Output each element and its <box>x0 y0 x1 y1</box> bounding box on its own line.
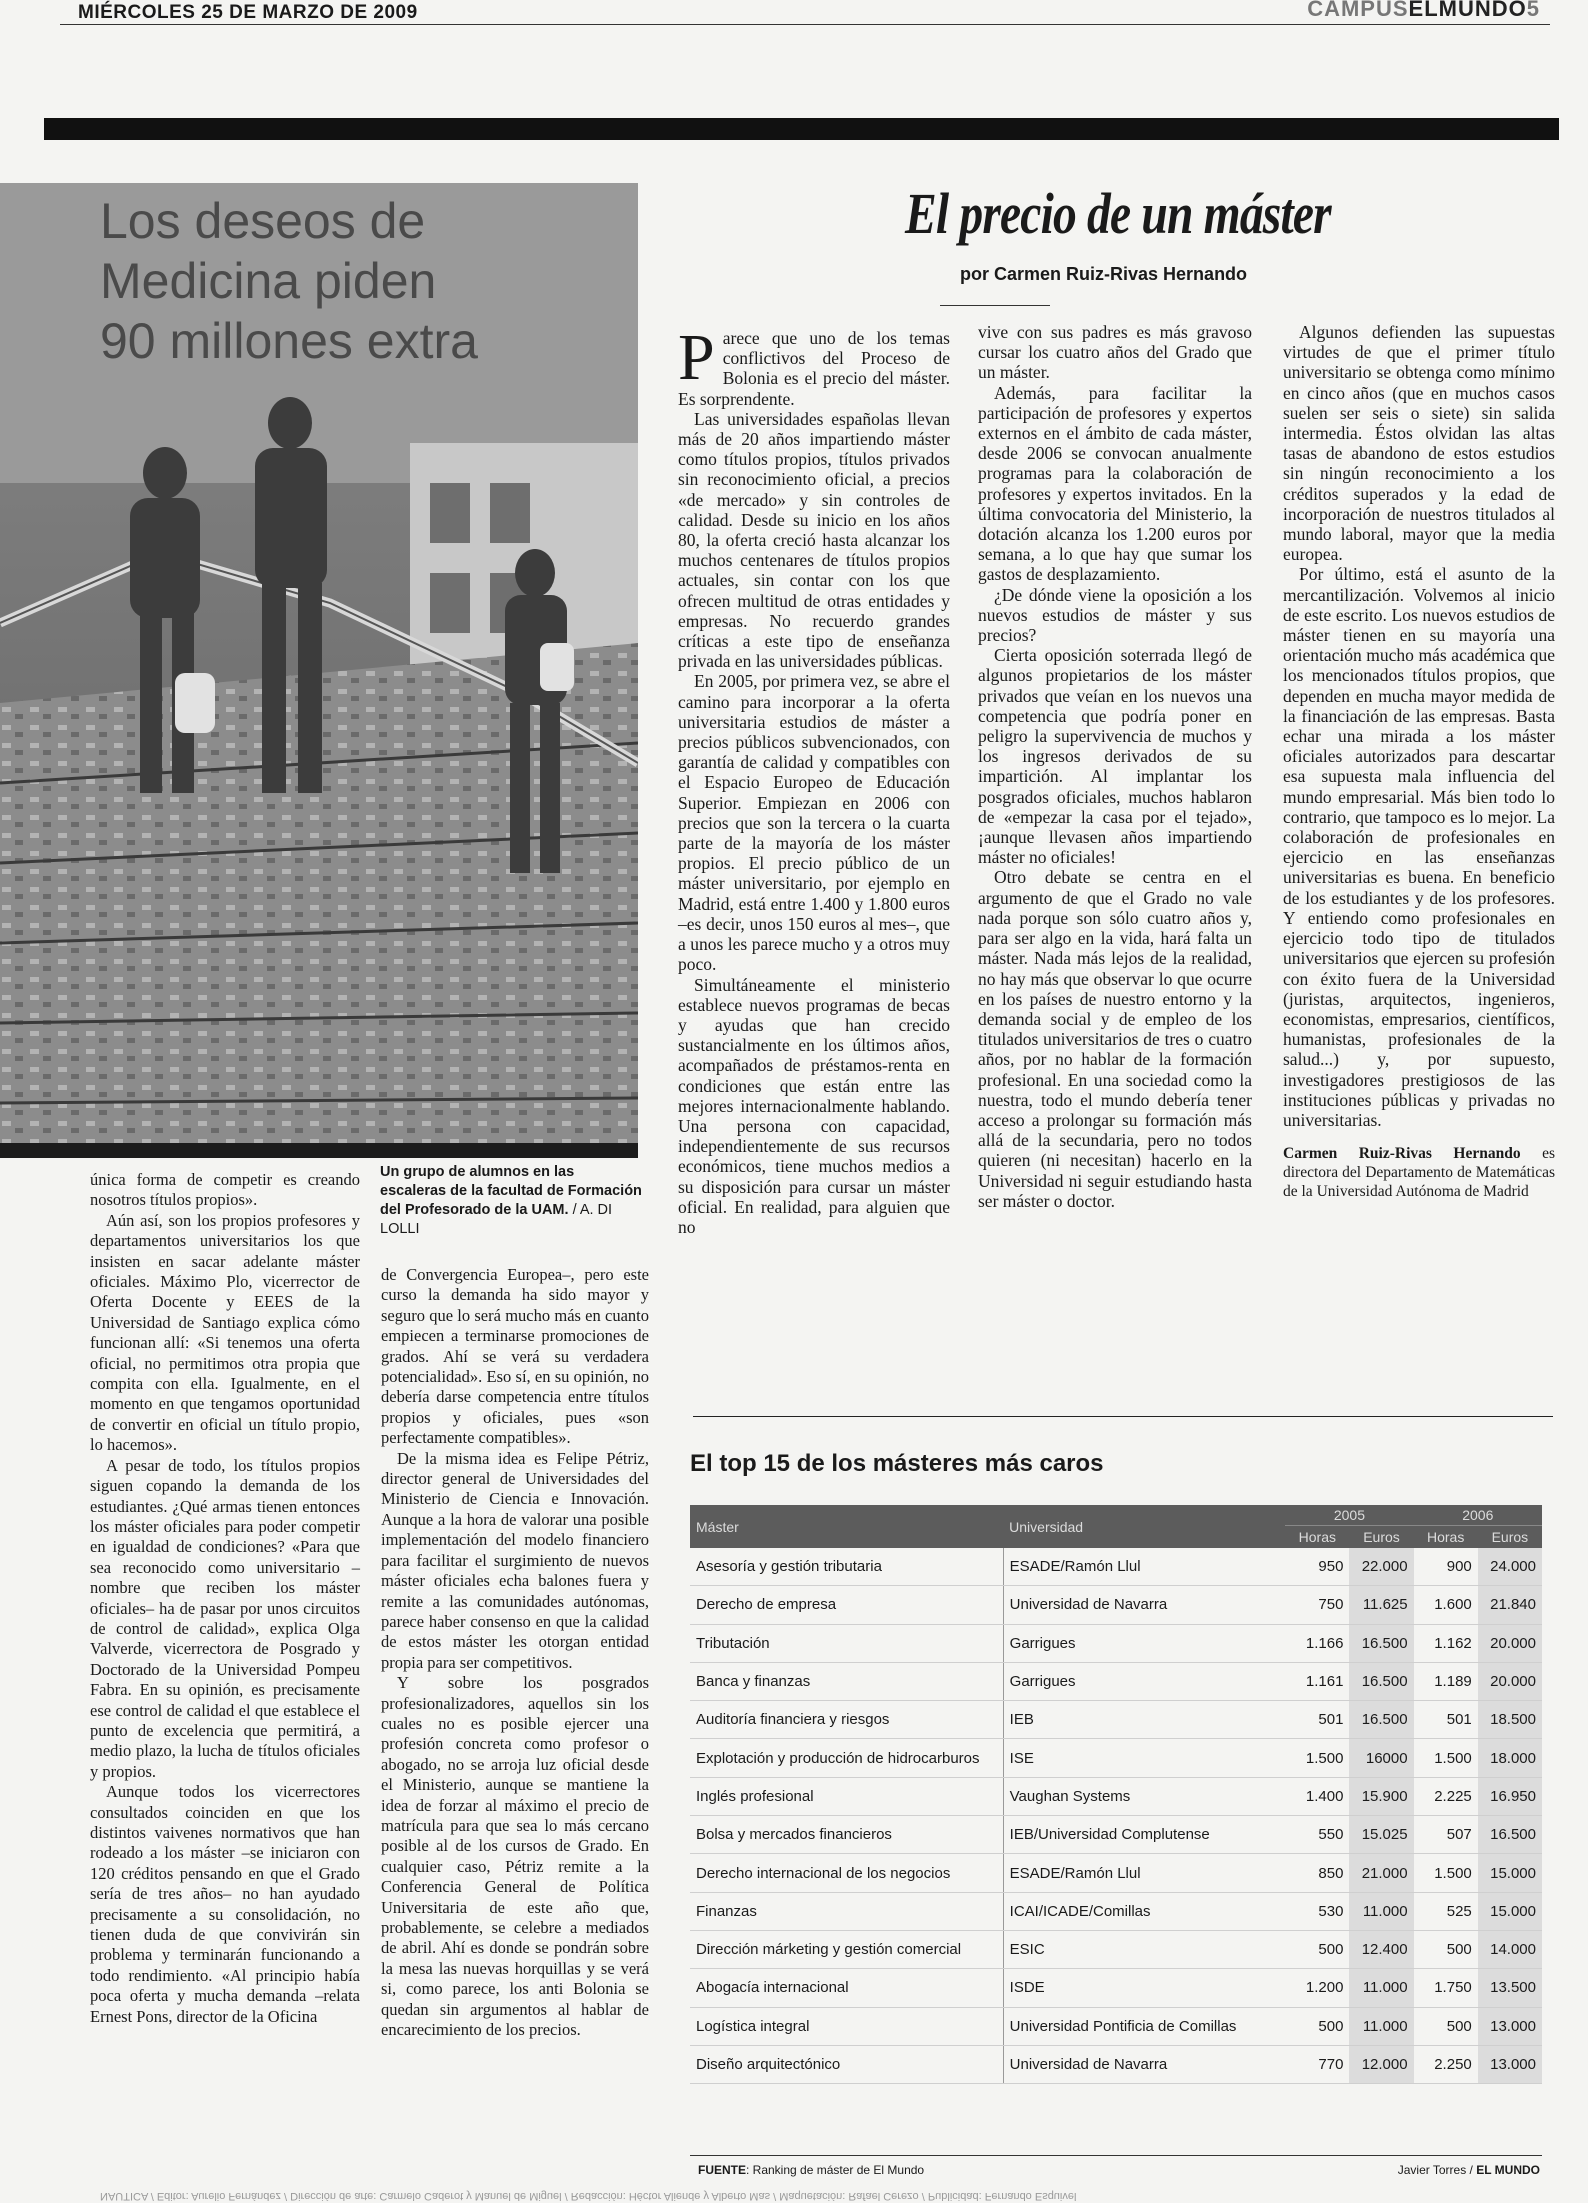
article-column-1 <box>678 321 950 1237</box>
table-row <box>690 2007 1542 2045</box>
cell-euros-2006: 20.000 <box>1478 1662 1542 1700</box>
footer-credits: NAUTICA / Editor: Aurelio Fernández / Dirección de arte: Carmelo Caderot y Manuel de Miguel / Redacción: Héctor Aliende y Alberto Mas / Maquetación: Rafael Cerezo / Publicidad: Fernando Esquivel <box>100 2190 1077 2202</box>
issue-date: MIÉRCOLES 25 DE MARZO DE 2009 <box>78 2 418 23</box>
cell-euros-2005: 11.000 <box>1349 1969 1413 2007</box>
photo-caption <box>380 1163 642 1239</box>
cell-hours-2006: 900 <box>1414 1548 1478 1586</box>
cell-hours-2006: 1.162 <box>1414 1624 1478 1662</box>
cell-hours-2006: 1.500 <box>1414 1854 1478 1892</box>
table-source <box>698 2163 924 2177</box>
side-paragraph: única forma de competir es creando nosotros títulos propios». <box>90 1170 360 1210</box>
cell-hours-2005: 770 <box>1285 2045 1349 2083</box>
cell-euros-2005: 16000 <box>1349 1739 1413 1777</box>
side-paragraph: Aún así, son los propios profesores y departamentos universitarios los que insisten en sacar adelante máster oficiales. Máximo Plo, vicerrector de Oferta Docente y EEES de la Universidad de Santiago explica cómo funcionan allí: «Si tenemos una oferta oficial, no permitimos otra propia que compita con ella. Igualmente, en el momento en que tengamos oportunidad de convertir en oficial un título propio, lo hacemos». <box>90 1210 360 1455</box>
author-note <box>1283 1144 1555 1201</box>
first-paragraph-text: arece que uno de los temas conflictivos del Proceso de Bolonia es el precio del máster. Es sorprendente. <box>678 328 950 409</box>
side-paragraph: A pesar de todo, los títulos propios siguen copando la demanda de los estudiantes. ¿Qué armas tienen entonces los máster oficiales para poder competir en igualdad de condiciones? «Para que sea reconocido como universitario –nombre que reciben los máster oficiales– ha de pasar por unos circuitos de control de calidad», explica Olga Valverde, vicerrectora de Posgrado y Doctorado de la Universidad Pompeu Fabra. En su opinión, es precisamente ese control de calidad el que establece el punto de excelencia que permitirá, a medio plazo, la lucha de títulos oficiales y propios. <box>90 1455 360 1781</box>
cell-euros-2006: 15.000 <box>1478 1854 1542 1892</box>
header-year-2005: 2005 <box>1285 1505 1413 1526</box>
cell-master: Asesoría y gestión tributaria <box>690 1548 1003 1586</box>
table-row <box>690 1930 1542 1968</box>
table-row <box>690 1586 1542 1624</box>
cell-hours-2006: 1.189 <box>1414 1662 1478 1700</box>
cell-hours-2005: 1.166 <box>1285 1624 1349 1662</box>
article-paragraph: vive con sus padres es más gravoso cursar los cuatro años del Grado que un máster. <box>978 322 1252 383</box>
cell-euros-2005: 16.500 <box>1349 1701 1413 1739</box>
credit-name: Javier Torres / <box>1397 2163 1477 2177</box>
cell-hours-2006: 2.225 <box>1414 1777 1478 1815</box>
cell-euros-2005: 12.000 <box>1349 2045 1413 2083</box>
cell-euros-2006: 24.000 <box>1478 1548 1542 1586</box>
cell-hours-2005: 1.161 <box>1285 1662 1349 1700</box>
article-paragraph: Simultáneamente el ministerio establece nuevos programas de becas y ayudas que han crecido sustancialmente en los últimos años, acompañados de préstamos-renta en condiciones que están entre las mejores internacionalmente hablando. Una persona con capacidad, independientemente de sus recursos económicos, tiene muchos medios a su disposición para cursar un máster oficial. En realidad, para alguien que no <box>678 974 950 1237</box>
cell-hours-2005: 950 <box>1285 1548 1349 1586</box>
photo-credit: / A. DI LOLLI <box>380 1202 613 1237</box>
article-paragraph: Cierta oposición soterrada llegó de algunos propietarios de los máster privados que veían en los nuevos una competencia que podría poner en peligro la supervivencia de muchos y los ingresos derivados de su impartición. Al implantar los posgrados oficiales, muchos hablaron de «empezar la casa por el tejado», ¡aunque llevasen años impartiendo máster no oficiales! <box>978 645 1252 868</box>
cell-euros-2005: 12.400 <box>1349 1930 1413 1968</box>
cell-euros-2005: 21.000 <box>1349 1854 1413 1892</box>
side-story-column-2 <box>381 1265 649 2040</box>
cell-hours-2006: 1.600 <box>1414 1586 1478 1624</box>
author-note-text: es directora del Departamento de Matemáticas de la Universidad Autónoma de Madrid <box>1283 1145 1555 1201</box>
table-row <box>690 1624 1542 1662</box>
cell-euros-2005: 15.900 <box>1349 1777 1413 1815</box>
article-paragraph: Por último, está el asunto de la mercantilización. Volvemos al inicio de este escrito. Los nuevos estudios de máster tienen en su mayoría una orientación mucho más académica que los mencionados títulos propios, que dependen en mucha mayor medida de la financiación de las empresas. Basta echar una mirada a los máster oficiales autorizados para descartar esa supuesta mala influencia del mundo empresarial. Más bien todo lo contrario, que tampoco es lo mejor. La colaboración de profesionales en ejercicio en las enseñanzas universitarias es buena. En beneficio de los estudiantes y de los profesores. Y entiendo como profesionales en ejercicio todo tipo de titulados universitarios que ejercen su profesión con éxito fuera de la Universidad (juristas, arquitectos, ingenieros, economistas, empresarios, científicos, humanistas, profesionales de la salud...) y, por supuesto, investigadores prestigiosos de las instituciones públicas y privadas no universitarias. <box>1283 564 1555 1130</box>
header-year-2006: 2006 <box>1414 1505 1542 1526</box>
cell-hours-2006: 507 <box>1414 1816 1478 1854</box>
author-note-name: Carmen Ruiz-Rivas Hernando <box>1283 1145 1521 1163</box>
table-body <box>690 1548 1542 2084</box>
table-row <box>690 1701 1542 1739</box>
side-story-column-1 <box>90 1170 360 2027</box>
cell-hours-2006: 2.250 <box>1414 2045 1478 2083</box>
header-bar <box>44 118 1559 140</box>
cell-euros-2006: 20.000 <box>1478 1624 1542 1662</box>
cell-euros-2006: 13.000 <box>1478 2045 1542 2083</box>
cell-university: ESADE/Ramón Llul <box>1003 1548 1285 1586</box>
cell-hours-2005: 1.500 <box>1285 1739 1349 1777</box>
cell-master: Bolsa y mercados financieros <box>690 1816 1003 1854</box>
cell-euros-2006: 21.840 <box>1478 1586 1542 1624</box>
table-row <box>690 1892 1542 1930</box>
cell-university: IEB/Universidad Complutense <box>1003 1816 1285 1854</box>
article-headline: El precio de un máster <box>905 181 1331 246</box>
cell-hours-2005: 500 <box>1285 2007 1349 2045</box>
header-euros: Euros <box>1478 1526 1542 1549</box>
cell-euros-2005: 11.000 <box>1349 2007 1413 2045</box>
caption-text: Un grupo de alumnos en las escaleras de la facultad de Formación del Profesorado de la UAM. <box>380 1164 642 1218</box>
byline-rule <box>940 305 1050 306</box>
section-masthead <box>1307 0 1540 22</box>
cell-university: Universidad Pontificia de Comillas <box>1003 2007 1285 2045</box>
cell-hours-2005: 550 <box>1285 1816 1349 1854</box>
cell-university: Universidad de Navarra <box>1003 2045 1285 2083</box>
cell-master: Inglés profesional <box>690 1777 1003 1815</box>
cell-university: Garrigues <box>1003 1624 1285 1662</box>
cell-euros-2005: 16.500 <box>1349 1662 1413 1700</box>
cell-hours-2005: 1.200 <box>1285 1969 1349 2007</box>
poster-line-3: 90 millones extra <box>100 313 478 369</box>
cell-hours-2005: 850 <box>1285 1854 1349 1892</box>
cell-hours-2006: 500 <box>1414 1930 1478 1968</box>
table-row <box>690 1816 1542 1854</box>
side-paragraph: de Convergencia Europea–, pero este curso la demanda ha sido mayor y seguro que lo será mucho más en cuanto empiecen a terminarse promociones de grados. Ahí se verá su verdadera potencialidad». Eso sí, en su opinión, no debería darse competencia entre títulos propios y oficiales, pues «son perfectamente compatibles». <box>381 1265 649 1448</box>
header-rule <box>60 24 1550 25</box>
cell-euros-2006: 16.500 <box>1478 1816 1542 1854</box>
cell-master: Explotación y producción de hidrocarburos <box>690 1739 1003 1777</box>
students-photo <box>0 183 638 1158</box>
table-row <box>690 1854 1542 1892</box>
article-paragraph <box>678 321 950 409</box>
poster-line-1: Los deseos de <box>100 193 426 249</box>
cell-hours-2006: 525 <box>1414 1892 1478 1930</box>
header-hours: Horas <box>1414 1526 1478 1549</box>
cell-hours-2005: 501 <box>1285 1701 1349 1739</box>
cell-euros-2006: 18.500 <box>1478 1701 1542 1739</box>
table-bottom-rule <box>690 2155 1542 2156</box>
cell-university: ESIC <box>1003 1930 1285 1968</box>
cell-hours-2006: 1.750 <box>1414 1969 1478 2007</box>
cell-master: Finanzas <box>690 1892 1003 1930</box>
cell-master: Banca y finanzas <box>690 1662 1003 1700</box>
cell-euros-2006: 18.000 <box>1478 1739 1542 1777</box>
table-row <box>690 1548 1542 1586</box>
cell-hours-2005: 500 <box>1285 1930 1349 1968</box>
cell-euros-2005: 15.025 <box>1349 1816 1413 1854</box>
article-paragraph: Además, para facilitar la participación de profesores y expertos externos en el ámbito de cada máster, desde 2006 se convocan anualmente programas para la colaboración de profesores y expertos invitados. En la última convocatoria del Ministerio, la dotación alcanza los 1.200 euros por semana, a lo que hay que sumar los gastos de desplazamiento. <box>978 382 1252 585</box>
cell-university: ISE <box>1003 1739 1285 1777</box>
section-light: CAMPUS <box>1307 0 1409 21</box>
cell-master: Derecho internacional de los negocios <box>690 1854 1003 1892</box>
cell-university: Universidad de Navarra <box>1003 1586 1285 1624</box>
cell-hours-2005: 530 <box>1285 1892 1349 1930</box>
cell-euros-2006: 13.500 <box>1478 1969 1542 2007</box>
cell-master: Abogacía internacional <box>690 1969 1003 2007</box>
article-column-3 <box>1283 322 1555 1201</box>
cell-euros-2005: 16.500 <box>1349 1624 1413 1662</box>
credit-paper: EL MUNDO <box>1476 2163 1540 2177</box>
drop-cap: P <box>678 321 715 394</box>
header-hours: Horas <box>1285 1526 1349 1549</box>
header-university: Universidad <box>1003 1505 1285 1548</box>
cell-master: Auditoría financiera y riesgos <box>690 1701 1003 1739</box>
page-number: 5 <box>1526 0 1540 21</box>
table-row <box>690 1777 1542 1815</box>
cell-euros-2006: 16.950 <box>1478 1777 1542 1815</box>
article-column-2 <box>978 322 1252 1211</box>
cell-university: ESADE/Ramón Llul <box>1003 1854 1285 1892</box>
cell-university: ICAI/ICADE/Comillas <box>1003 1892 1285 1930</box>
table-row <box>690 1969 1542 2007</box>
article-paragraph: ¿De dónde viene la oposición a los nuevos estudios de máster y sus precios? <box>978 584 1252 646</box>
masters-ranking-table <box>690 1505 1542 2084</box>
table-credit <box>1398 2163 1540 2177</box>
cell-university: IEB <box>1003 1701 1285 1739</box>
cell-master: Logística integral <box>690 2007 1003 2045</box>
table-row <box>690 1662 1542 1700</box>
table-title: El top 15 de los másteres más caros <box>690 1450 1104 1477</box>
side-paragraph: Aunque todos los vicerrectores consultados coinciden en que los distintos vaivenes normativos que han rodeado a los máster –se iniciaron con 120 créditos pensando en que el Grado sería de tres años– no han ayudado precisamente a su consolidación, no tienen duda de que convivirán sin problema y terminarán funcionando a todo rendimiento. «Al principio había poca oferta y mucha demanda –relata Ernest Pons, director de la Oficina <box>90 1782 360 2026</box>
table-row <box>690 1739 1542 1777</box>
article-paragraph: Algunos defienden las supuestas virtudes de que el primer título universitario se obtenga como mínimo en cinco años (que en muchos casos suelen ser seis o siete) sin salida intermedia. Éstos olvidan las altas tasas de abandono de estos estudios sin ningún reconocimiento a los créditos superados y la edad de incorporación de nuestros titulados al mundo laboral, mayor que la media europea. <box>1283 322 1555 565</box>
article-byline: por Carmen Ruiz-Rivas Hernando <box>960 264 1248 284</box>
cell-university: ISDE <box>1003 1969 1285 2007</box>
cell-euros-2006: 15.000 <box>1478 1892 1542 1930</box>
cell-hours-2006: 500 <box>1414 2007 1478 2045</box>
header-master: Máster <box>690 1505 1003 1548</box>
section-bold: ELMUNDO <box>1408 0 1527 21</box>
side-paragraph: Y sobre los posgrados profesionalizadores, aquellos sin los cuales no es posible ejercer una profesión concreta como profesor o abogado, no se arroja luz oficial desde el Ministerio, aunque se mantiene la idea de forzar al máximo el precio de matrícula para que sea lo más cercano posible al de los cursos de Grado. En cualquier caso, Pétriz remite a la Conferencia General de Política Universitaria de este año que, probablemente, se celebre a mediados de abril. Ahí es donde se pondrán sobre la mesa las nuevas horquillas y se verá si, como parece, los anti Bolonia se quedan sin argumentos al hablar de encarecimiento de los precios. <box>381 1673 649 2040</box>
cell-euros-2005: 22.000 <box>1349 1548 1413 1586</box>
table-top-rule <box>693 1416 1553 1417</box>
cell-master: Diseño arquitectónico <box>690 2045 1003 2083</box>
source-text: : Ranking de máster de El Mundo <box>746 2163 925 2177</box>
cell-hours-2005: 1.400 <box>1285 1777 1349 1815</box>
cell-master: Derecho de empresa <box>690 1586 1003 1624</box>
table-row <box>690 2045 1542 2083</box>
cell-euros-2006: 13.000 <box>1478 2007 1542 2045</box>
cell-hours-2006: 1.500 <box>1414 1739 1478 1777</box>
cell-euros-2006: 14.000 <box>1478 1930 1542 1968</box>
cell-master: Tributación <box>690 1624 1003 1662</box>
cell-hours-2005: 750 <box>1285 1586 1349 1624</box>
cell-university: Vaughan Systems <box>1003 1777 1285 1815</box>
article-paragraph: En 2005, por primera vez, se abre el camino para incorporar a la oferta universitaria estudios de máster a precios públicos subvencionados, con garantía de calidad y compatibles con el Espacio Europeo de Educación Superior. Empiezan en 2006 con precios que son la tercera o la cuarta parte de la mayoría de los máster propios. El precio público de un máster universitario, por ejemplo en Madrid, está entre 1.400 y 1.800 euros –es decir, unos 150 euros al mes–, que a unos les parece mucho y a otros muy poco. <box>678 671 950 975</box>
article-paragraph: Las universidades españolas llevan más de 20 años impartiendo máster como títulos propios, títulos privados sin reconocimiento oficial, a precios «de mercado» y sin controles de calidad. Desde su inicio en los años 80, la oferta creció hasta alcanzar los muchos centenares de títulos propios actuales, sin contar con los que ofrecen multitud de otras entidades y empresas. No recuerdo grandes críticas a este tipo de enseñanza privada en las universidades públicas. <box>678 408 950 672</box>
side-paragraph: De la misma idea es Felipe Pétriz, director general de Universidades del Ministerio de Ciencia e Innovación. Aunque a la hora de valorar una posible implementación del modelo financiero para facilitar el surgimiento de nuevos máster oficiales echa balones fuera y remite a las comunidades autónomas, parece haber consenso en que la calidad de estos máster les otorgan entidad propia para ser competitivos. <box>381 1448 649 1672</box>
cell-euros-2005: 11.000 <box>1349 1892 1413 1930</box>
source-label: FUENTE <box>698 2163 746 2177</box>
cell-euros-2005: 11.625 <box>1349 1586 1413 1624</box>
header-euros: Euros <box>1349 1526 1413 1549</box>
poster-line-2: Medicina piden <box>100 253 437 309</box>
cell-university: Garrigues <box>1003 1662 1285 1700</box>
cell-hours-2006: 501 <box>1414 1701 1478 1739</box>
article-paragraph: Otro debate se centra en el argumento de que el Grado no vale nada porque son sólo cuatro años y, para ser algo en la vida, hará falta un máster. Nada más lejos de la realidad, no hay más que observar lo que ocurre en los países de nuestro entorno y la demanda social y de empleo de los titulados universitarios de tres o cuatro años, por no hablar de la formación profesional. En una sociedad como la nuestra, todo el mundo debería tener acceso a prolongar su formación más allá de la secundaria, pero no todos quieren (ni necesitan) hacerlo en la Universidad ni seguir estudiando hasta ser máster o doctor. <box>978 867 1252 1211</box>
cell-master: Dirección márketing y gestión comercial <box>690 1930 1003 1968</box>
